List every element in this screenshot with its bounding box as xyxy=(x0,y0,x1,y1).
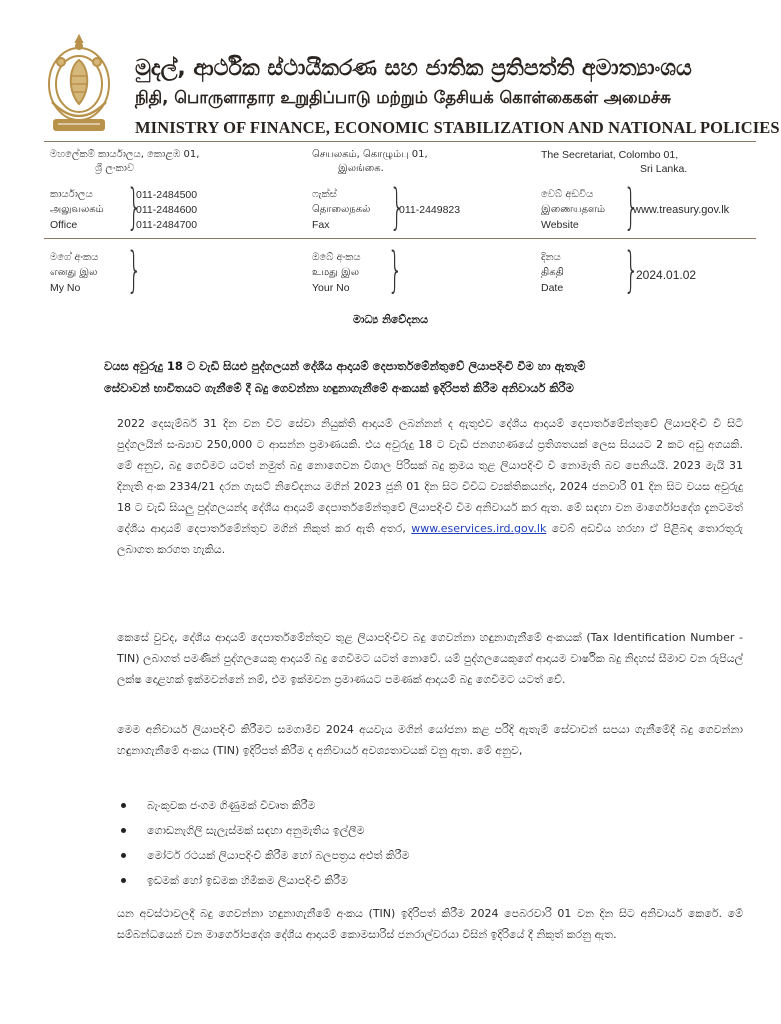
paragraph-1 xyxy=(117,413,743,613)
date-label-sinhala: දිනය xyxy=(541,252,561,263)
your-no-brace: } xyxy=(387,242,403,298)
website-brace: } xyxy=(623,179,639,235)
address-english-line1: The Secretariat, Colombo 01, xyxy=(541,149,679,161)
website-label-english: Website xyxy=(541,219,579,231)
fax-brace: } xyxy=(389,179,405,235)
headline-line-2: සේවාවන් භාවිතයට ගැනීමේ දී බදු ගෙවන්නා හඳුනාගැනීමේ අංකයක් ඉදිරිපත් කිරීම අනිවාර්ය කිරීම xyxy=(104,381,574,395)
ministry-name-english: MINISTRY OF FINANCE, ECONOMIC STABILIZATION AND NATIONAL POLICIES xyxy=(135,118,780,137)
ministry-name-sinhala: මුදල්, ආර්ථික ස්ථායීකරණ සහ ජාතික ප්‍රතිපත්ති අමාත්‍යාංශය xyxy=(135,56,692,81)
address-english-line2: Sri Lanka. xyxy=(640,163,688,175)
office-label-sinhala: කාර්යාලය xyxy=(50,189,93,200)
date-label-tamil: திகதி xyxy=(541,267,564,278)
my-no-brace: } xyxy=(126,242,142,298)
list-item: ඉඩමක් හෝ ඉඩමක හිමිකම ලියාපදිංචි කිරීම xyxy=(117,868,409,893)
my-no-label-tamil: எனது இல xyxy=(50,267,98,278)
your-no-label-sinhala: ඔබේ අංකය xyxy=(312,252,361,263)
address-tamil-line2: இலங்கை. xyxy=(338,163,384,174)
date-label-english: Date xyxy=(541,282,564,294)
website-label-tamil: இணையதளம் xyxy=(541,204,606,215)
list-item: ගොඩනැගිලි සැලැස්මක් සඳහා අනුමැතිය ඉල්ලීම xyxy=(117,818,409,843)
paragraph-1-text: 2022 දෙසැම්බර් 31 දින වන විට සේවා නියුක්ති ආදායම් ලබන්නන් ද ඇතුළුව දේශීය ආදායම් දෙපාර්තමේන්තුවේ ලියාපදිංචි වී සිටි පුද්ගලයින් සංඛ්‍යාව 250,000 ට ආසන්න ප්‍රමාණයකි. එය අවුරුදු 18 ට වැඩි ජනගහණයේ ප්‍රතිශතයක් ලෙස සියයට 2 කට අඩු අගයකි. මේ අනුව, බදු ගෙවීමට යටත් නමුත් බදු නොගෙවන විශාල පිරිසක් බදු ක්‍රමය තුළ ලියාපදිංචි වී නොමැති බව පෙනියයි. 2023 මැයි 31 දිනැති අංක 2334/21 දරන ගැසට් නිවේදනය මගින් 2023 ජූනි 01 දින සිට විවිධ ව්‍යක්තිකයන්ද, 2024 ජනවාරි 01 දින සිට වයස අවුරුදු 18 ට වැඩි සියලු පුද්ගලයන්ද දේශීය ආදායම් දෙපාර්තමේන්තුවේ ලියාපදිංචි වීම අනිවාර්ය කර ඇත. මේ සඳහා වන මාර්ගෝපදේශ දැනටමත් දේශීය ආදායම් දෙපාර්තමේන්තුව මගින් නිකුත් කර ඇති අතර, xyxy=(117,417,743,535)
services-list xyxy=(117,793,409,893)
header-divider xyxy=(44,141,756,142)
list-item: මෝටර් රථයක් ලියාපදිංචි කිරීම හෝ බලපත්‍රය අළුත් කිරීම xyxy=(117,843,409,868)
my-no-label-english: My No xyxy=(50,282,81,294)
paragraph-2: කෙසේ වුවද, දේශීය ආදායම් දෙපාර්තමේන්තුව තුළ ලියාපදිංචිව බදු ගෙවන්නා හඳුනාගැනීමේ අංකයක් (Tax Identification Number - TIN) ලබාගත් පමණින් පුද්ගලයෙකු ආදායම් බදු ගෙවීමට යටත් නොවේ. යම් පුද්ගලයෙකුගේ ආදායම වාර්ෂික බදු නිදහස් සීමාව වන රුපියල් ලක්ෂ දොළහක් ඉක්මවන්නේ නම්, එම ඉක්මවන ප්‍රමාණයට පමණක් ආදායම් බදු ගෙවීමට යටත් වේ. xyxy=(117,631,743,686)
fax-label-tamil: தொலைநகல் xyxy=(312,204,371,215)
document-type-title: මාධ්‍ය නිවේදනය xyxy=(352,313,429,326)
list-item: බැංකුවක ජංගම ගිණුමක් විවෘත කිරීම xyxy=(117,793,409,818)
contact-divider xyxy=(44,238,756,239)
my-no-label-sinhala: මගේ අංකය xyxy=(50,252,99,263)
date-value: 2024.01.02 xyxy=(636,268,697,282)
office-phone-3: 011-2484700 xyxy=(136,219,198,231)
fax-label-english: Fax xyxy=(312,219,330,231)
paragraph-4: යන අවස්ථාවලදී බදු ගෙවන්නා හඳුනාගැනීමේ අංකය (TIN) ඉදිරිපත් කිරීම 2024 පෙබරවාරි 01 වන දින සිට අනිවාර්ය කෙරේ. මේ සම්බන්ධයෙන් වන මාර්ගෝපදේශ දේශීය ආදායම් කොමසාරිස් ජනරාල්වරයා විසින් ඉදිරියේ දී නිකුත් කරනු ඇත. xyxy=(117,907,743,941)
sri-lanka-emblem-logo xyxy=(44,32,114,136)
eservices-link[interactable]: www.eservices.ird.gov.lk xyxy=(411,522,547,535)
fax-label-sinhala: ෆැක්ස් xyxy=(312,189,337,200)
paragraph-1-text-end: වෙබ් අඩවිය හරහා ඒ පිළිබඳ තොරතුරු ලබාගත කරගත හැකිය. xyxy=(117,522,743,556)
address-sinhala-line2: ශ්‍රී ලංකාව xyxy=(95,163,135,174)
office-phone-1: 011-2484500 xyxy=(136,189,198,201)
address-sinhala-line1: මහලේකම් කාර්යාලය, කොළඹ 01, xyxy=(50,149,200,160)
address-tamil-line1: செயலகம், கொழும்பு 01, xyxy=(312,149,428,160)
fax-number: 011-2449823 xyxy=(399,204,461,216)
your-no-label-tamil: உமது இல xyxy=(312,267,359,278)
your-no-label-english: Your No xyxy=(312,282,350,294)
headline xyxy=(104,355,744,399)
office-brace: } xyxy=(126,179,142,235)
office-phone-2: 011-2484600 xyxy=(136,204,198,216)
office-label-english: Office xyxy=(50,219,78,231)
paragraph-3: මෙම අනිවාර්ය ලියාපදිංචි කිරීමට සමගාමීව 2024 අයවැය මගින් යෝජනා කළ පරිදි ඇතැම් සේවාවන් සපයා ගැනීමේදී බදු ගෙවන්නා හඳුනාගැනීමේ අංකය (TIN) ඉදිරිපත් කිරීම ද අනිවාර්ය අවශ්‍යතාවයක් වනු ඇත. මේ අනුව, xyxy=(117,723,743,757)
date-brace: } xyxy=(623,242,639,298)
ministry-name-tamil: நிதி, பொருளாதார உறுதிப்பாடு மற்றும் தேசியக் கொள்கைகள் அமைச்சு xyxy=(135,88,671,107)
headline-line-1: වයස අවුරුදු 18 ට වැඩි සියළු පුද්ගලයන් දේශීය ආදායම් දෙපාර්තමේන්තුවේ ලියාපදිංචි වීම හා ඇතැම් xyxy=(104,359,586,373)
website-label-sinhala: වෙබ් අඩවිය xyxy=(541,189,594,200)
office-label-tamil: அலுவலகம் xyxy=(50,204,104,215)
website-url[interactable]: www.treasury.gov.lk xyxy=(633,204,730,216)
